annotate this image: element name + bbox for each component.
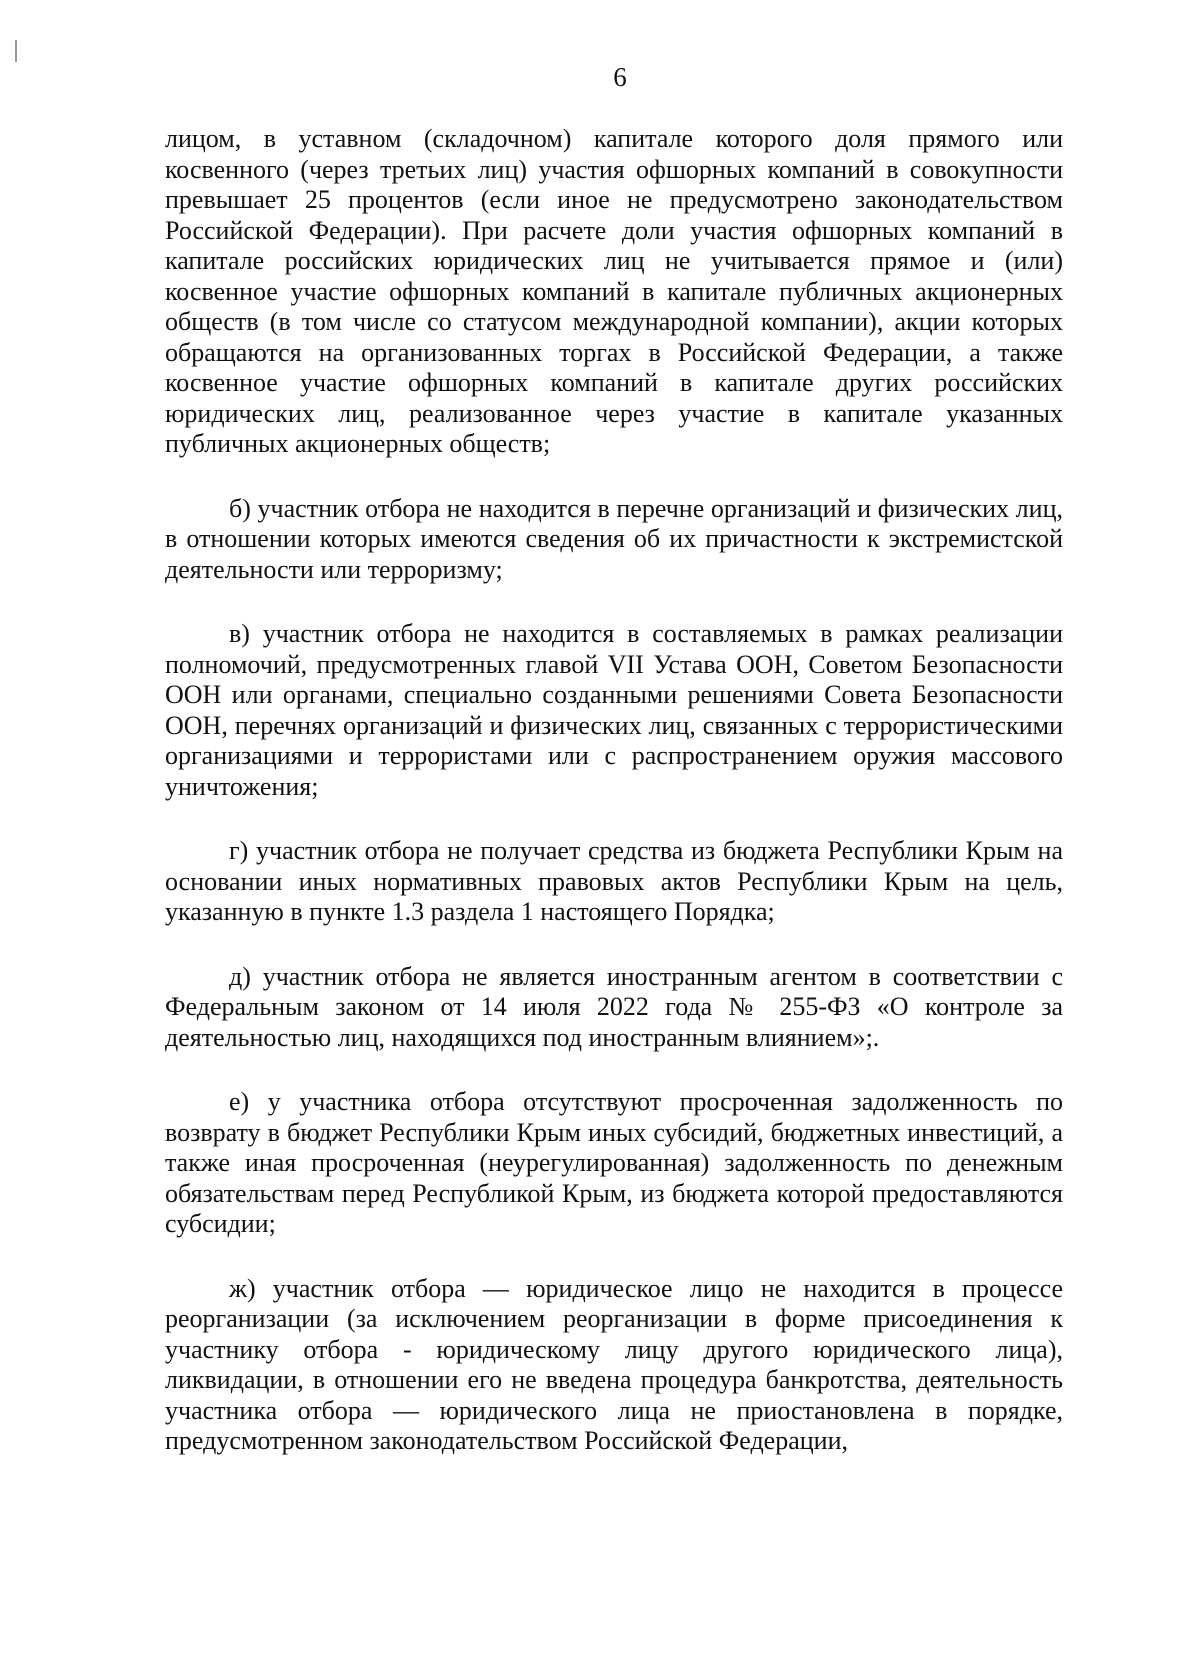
paragraph-item-b: б) участник отбора не находится в перечне организаций и физических лиц, в отношении которых имеются сведения об их причастности к экстремистской деятельности или терроризму; bbox=[165, 493, 1063, 584]
paragraph-item-zh: ж) участник отбора — юридическое лицо не находится в процессе реорганизации (за исключением реорганизации в форме присоединения к участнику отбора - юридическому лицу другого юридического лица), ликвидации, в отношении его не введена процедура банкротства, деятельность участника отбора — юридического лица не приостановлена в порядке, предусмотренном законодательством Российской Федерации, bbox=[165, 1273, 1063, 1455]
paragraph-item-v: в) участник отбора не находится в составляемых в рамках реализации полномочий, предусмотренных главой VII Устава ООН, Советом Безопасности ООН или органами, специально созданными решениями Совета Безопасности ООН, перечнях организаций и физических лиц, связанных с террористическими организациями и террористами или с распространением оружия массового уничтожения; bbox=[165, 619, 1063, 801]
paragraph-continuation: лицом, в уставном (складочном) капитале которого доля прямого или косвенного (через третьих лиц) участия офшорных компаний в совокупности превышает 25 процентов (если иное не предусмотрено законодательством Российской Федерации). При расчете доли участия офшорных компаний в капитале российских юридических лиц не учитывается прямое и (или) косвенное участие офшорных компаний в капитале публичных акционерных обществ (в том числе со статусом международной компании), акции которых обращаются на организованных торгах в Российской Федерации, а также косвенное участие офшорных компаний в капитале других российских юридических лиц, реализованное через участие в капитале указанных публичных акционерных обществ; bbox=[165, 124, 1063, 458]
document-body bbox=[165, 124, 1063, 1457]
scan-artifact-mark bbox=[15, 40, 17, 62]
paragraph-item-e: е) у участника отбора отсутствуют просроченная задолженность по возврату в бюджет Республики Крым иных субсидий, бюджетных инвестиций, а также иная просроченная (неурегулированная) задолженность по денежным обязательствам перед Республикой Крым, из бюджета которой предоставляются субсидии; bbox=[165, 1087, 1063, 1238]
paragraph-item-g: г) участник отбора не получает средства из бюджета Республики Крым на основании иных нормативных правовых актов Республики Крым на цель, указанную в пункте 1.3 раздела 1 настоящего Порядка; bbox=[165, 836, 1063, 926]
page-number: 6 bbox=[613, 62, 627, 92]
paragraph-item-d: д) участник отбора не является иностранным агентом в соответствии с Федеральным законом от 14 июля 2022 года № 255-ФЗ «О контроле за деятельностью лиц, находящихся под иностранным влиянием»;. bbox=[165, 961, 1063, 1052]
